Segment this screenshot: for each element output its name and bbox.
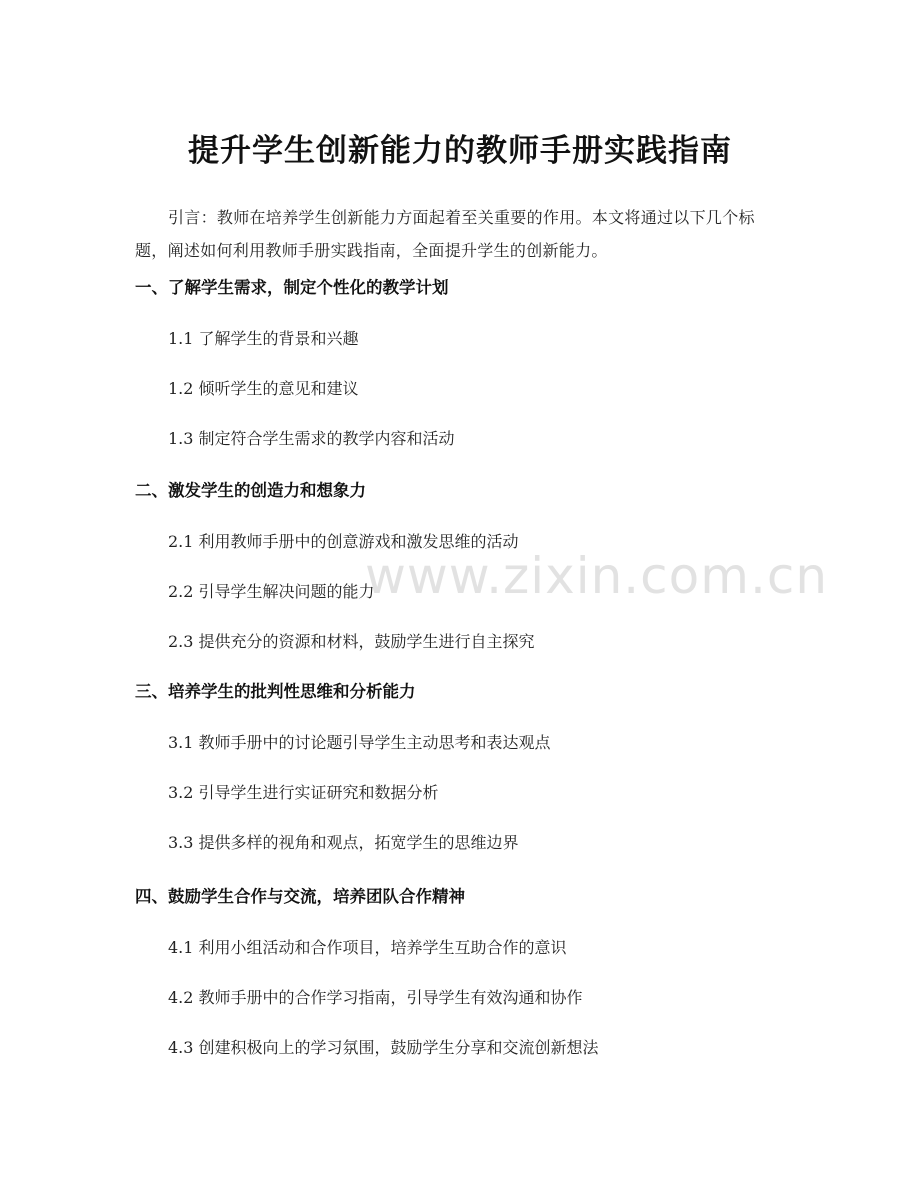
list-item: 1.1 了解学生的背景和兴趣 <box>168 329 359 348</box>
intro-paragraph: 引言：教师在培养学生创新能力方面起着至关重要的作用。本文将通过以下几个标题，阐述如何利用教师手册实践指南，全面提升学生的创新能力。 <box>135 208 755 260</box>
section-2 <box>135 479 835 654</box>
section-heading: 二、激发学生的创造力和想象力 <box>135 481 366 500</box>
watermark: www.zixin.com.cn <box>365 547 829 605</box>
list-item: 2.1 利用教师手册中的创意游戏和激发思维的活动 <box>168 532 519 551</box>
section-heading: 一、了解学生需求，制定个性化的教学计划 <box>135 278 449 297</box>
section-heading: 四、鼓励学生合作与交流，培养团队合作精神 <box>135 887 465 906</box>
list-item: 4.3 创建积极向上的学习氛围，鼓励学生分享和交流创新想法 <box>168 1038 599 1057</box>
list-item: 1.3 制定符合学生需求的教学内容和活动 <box>168 429 455 448</box>
section-3 <box>135 680 835 855</box>
list-item: 1.2 倾听学生的意见和建议 <box>168 379 359 398</box>
section-heading: 三、培养学生的批判性思维和分析能力 <box>135 682 416 701</box>
list-item: 4.1 利用小组活动和合作项目，培养学生互助合作的意识 <box>168 938 567 957</box>
list-item: 4.2 教师手册中的合作学习指南，引导学生有效沟通和协作 <box>168 988 583 1007</box>
section-item-list <box>135 936 835 1060</box>
section-item-list <box>135 327 835 451</box>
list-item: 2.3 提供充分的资源和材料，鼓励学生进行自主探究 <box>168 632 535 651</box>
document-title: 提升学生创新能力的教师手册实践指南 <box>188 132 732 169</box>
section-item-list <box>135 731 835 855</box>
list-item: 3.3 提供多样的视角和观点，拓宽学生的思维边界 <box>168 833 519 852</box>
list-item: 3.2 引导学生进行实证研究和数据分析 <box>168 783 439 802</box>
section-1 <box>135 276 835 451</box>
list-item: 3.1 教师手册中的讨论题引导学生主动思考和表达观点 <box>168 733 551 752</box>
section-4 <box>135 885 835 1060</box>
list-item: 2.2 引导学生解决问题的能力 <box>168 582 375 601</box>
section-item-list <box>135 530 835 654</box>
